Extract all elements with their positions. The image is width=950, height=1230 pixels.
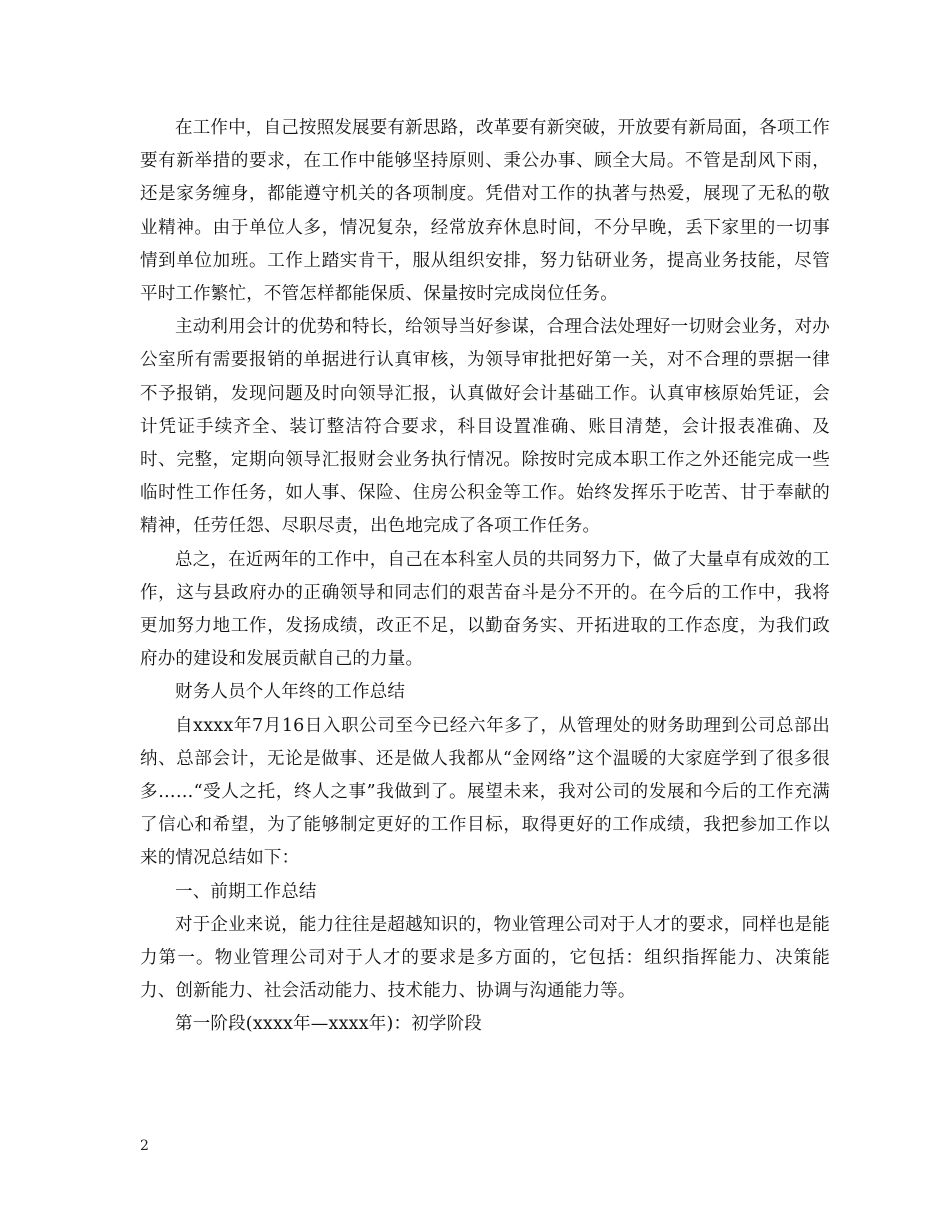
section-title: 财务人员个人年终的工作总结: [175, 682, 406, 703]
paragraph-work-attitude: 在工作中，自己按照发展要有新思路，改革要有新突破，开放要有新局面，各项工作要有新举措的要求，在工作中能够坚持原则、秉公办事、顾全大局。不管是刮风下雨，还是家务缠身，都能遵守机关的各项制度。凭借对工作的执著与热爱，展现了无私的敬业精神。由于单位人多，情况复杂，经常放弃休息时间，不分早晚，丢下家里的一切事情到单位加班。工作上踏实肯干，服从组织安排，努力钻研业务，提高业务技能，尽管平时工作繁忙，不管怎样都能保质、保量按时完成岗位任务。: [140, 118, 830, 305]
heading-early-work-summary: 一、前期工作总结: [175, 881, 317, 902]
paragraph-accounting-duties: 主动利用会计的优势和特长，给领导当好参谋，合理合法处理好一切财会业务，对办公室所有需要报销的单据进行认真审核，为领导审批把好第一关，对不合理的票据一律不予报销，发现问题及时向领导汇报，认真做好会计基础工作。认真审核原始凭证，会计凭证手续齐全、装订整洁符合要求，科目设置准确、账目清楚，会计报表准确、及时、完整，定期向领导汇报财会业务执行情况。除按时完成本职工作之外还能完成一些临时性工作任务，如人事、保险、住房公积金等工作。始终发挥乐于吃苦、甘于奉献的精神，任劳任怨、尽职尽责，出色地完成了各项工作任务。: [140, 317, 830, 537]
page-number: 2: [140, 1138, 149, 1154]
paragraph-ability-requirements: 对于企业来说，能力往往是超越知识的，物业管理公司对于人才的要求，同样也是能力第一。物业管理公司对于人才的要求是多方面的，它包括：组织指挥能力、决策能力、创新能力、社会活动能力、技术能力、协调与沟通能力等。: [140, 914, 830, 1002]
paragraph-introduction: 自xxxx年7月16日入职公司至今已经六年多了，从管理处的财务助理到公司总部出纳、总部会计，无论是做事、还是做人我都从“金网络”这个温暖的大家庭学到了很多很多……“受人之托，终人之事”我做到了。展望未来，我对公司的发展和今后的工作充满了信心和希望，为了能够制定更好的工作目标，取得更好的工作成绩，我把参加工作以来的情况总结如下：: [140, 715, 830, 869]
heading-first-stage: 第一阶段(xxxx年—xxxx年)：初学阶段: [175, 1014, 483, 1035]
paragraph-conclusion: 总之，在近两年的工作中，自己在本科室人员的共同努力下，做了大量卓有成效的工作，这与县政府办的正确领导和同志们的艰苦奋斗是分不开的。在今后的工作中，我将更加努力地工作，发扬成绩，改正不足，以勤奋务实、开拓进取的工作态度，为我们政府办的建设和发展贡献自己的力量。: [140, 549, 830, 670]
document-body: [140, 112, 830, 1042]
